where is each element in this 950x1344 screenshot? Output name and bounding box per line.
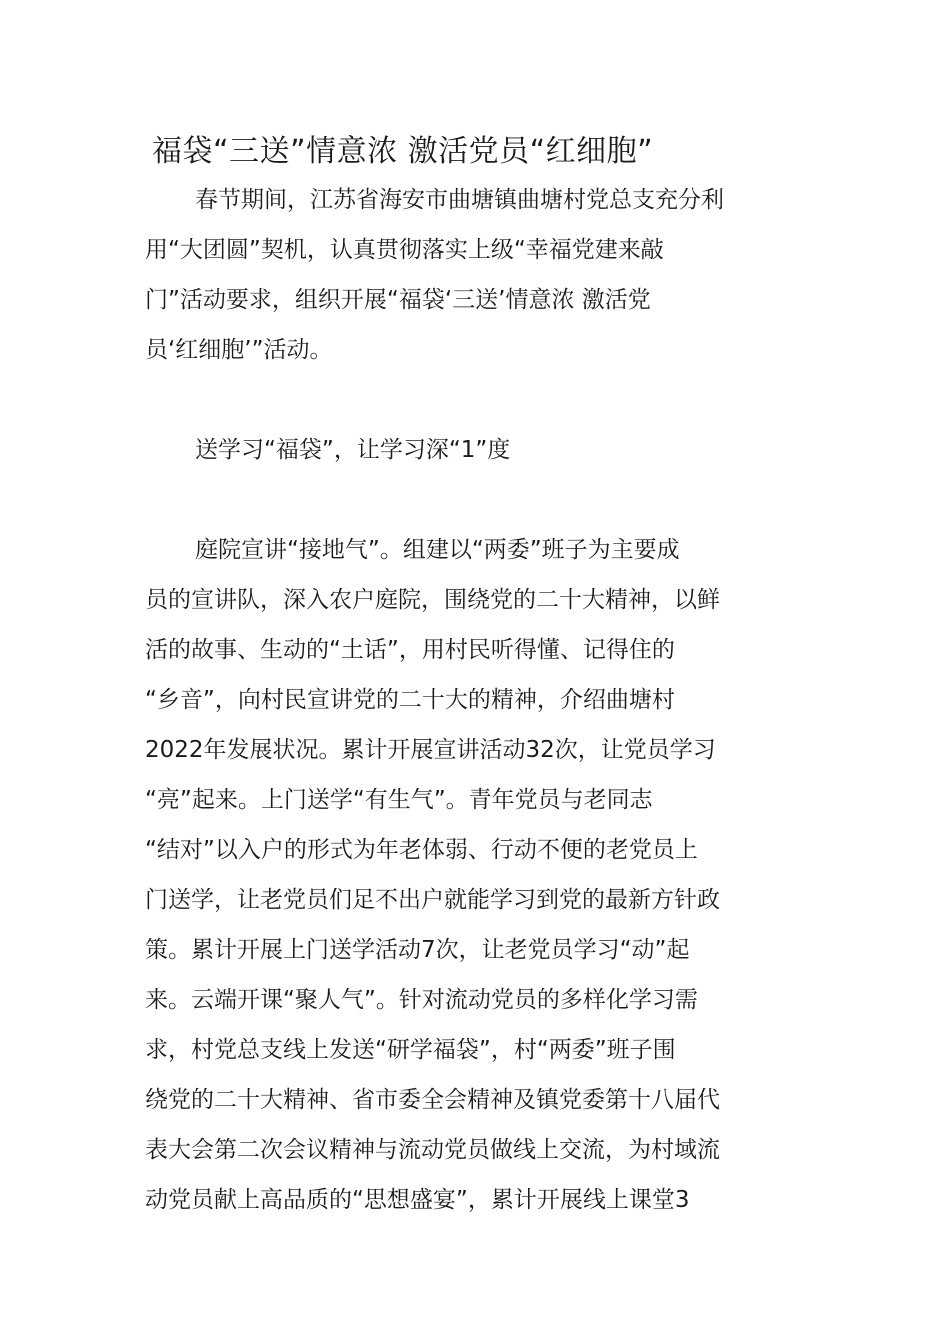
body-line: 活的故事、生动的“土话”，用村民听得懂、记得住的 — [145, 637, 675, 663]
body-line: 来。云端开课“聚人气”。针对流动党员的多样化学习需 — [145, 987, 698, 1013]
intro-line: 员‘红细胞’”活动。 — [145, 337, 333, 363]
body-line: “亮”起来。上门送学“有生气”。青年党员与老同志 — [145, 787, 653, 813]
body-line: 动党员献上高品质的“思想盛宴”，累计开展线上课堂3 — [145, 1187, 690, 1213]
body-line: “结对”以入户的形式为年老体弱、行动不便的老党员上 — [145, 837, 698, 863]
body-line: 门送学，让老党员们足不出户就能学习到党的最新方针政 — [145, 887, 720, 913]
body-line: 庭院宣讲“接地气”。组建以“两委”班子为主要成 — [195, 537, 680, 563]
body-line: 策。累计开展上门送学活动7次，让老党员学习“动”起 — [145, 937, 690, 963]
body-line: 员的宣讲队，深入农户庭院，围绕党的二十大精神，以鲜 — [145, 587, 720, 613]
body-line: “乡音”，向村民宣讲党的二十大的精神，介绍曲塘村 — [145, 687, 675, 713]
intro-line: 春节期间，江苏省海安市曲塘镇曲塘村党总支充分利 — [195, 187, 724, 213]
body-line: 绕党的二十大精神、省市委全会精神及镇党委第十八届代 — [145, 1087, 720, 1113]
body-line: 求，村党总支线上发送“研学福袋”，村“两委”班子围 — [145, 1037, 676, 1063]
body-line: 表大会第二次会议精神与流动党员做线上交流，为村域流 — [145, 1137, 720, 1163]
article-title: 福袋“三送”情意浓 激活党员“红细胞” — [152, 134, 654, 169]
body-line: 2022年发展状况。累计开展宣讲活动32次，让党员学习 — [145, 737, 716, 763]
intro-line: 用“大团圆”契机，认真贯彻落实上级“幸福党建来敲 — [145, 237, 664, 263]
intro-line: 门”活动要求，组织开展“福袋‘三送’情意浓 激活党 — [145, 287, 651, 313]
section-heading: 送学习“福袋”，让学习深“1”度 — [195, 437, 511, 463]
